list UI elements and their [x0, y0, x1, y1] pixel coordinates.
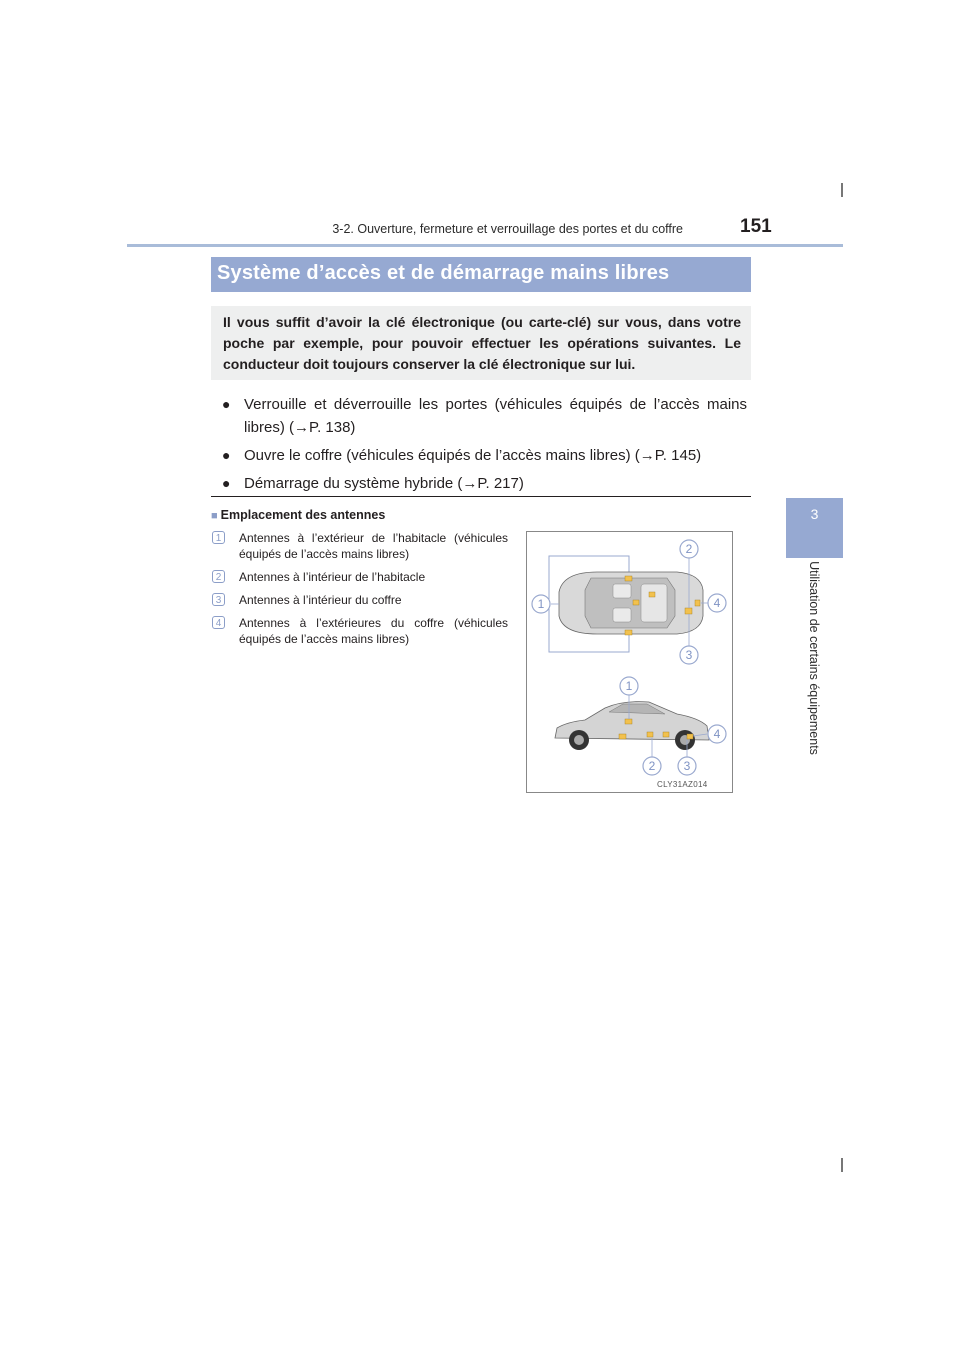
- callout-label: 4: [713, 727, 721, 741]
- legend-text: Antennes à l’intérieur de l’habitacle: [239, 570, 426, 584]
- page-number: 151: [740, 216, 772, 237]
- square-bullet-icon: ■: [211, 510, 218, 522]
- callout-label: 2: [648, 759, 656, 773]
- antenna-legend: [211, 530, 508, 654]
- chapter-title: 3-2. Ouverture, fermeture et verrouillage des portes et du coffre: [332, 222, 683, 236]
- feature-list: [222, 393, 747, 500]
- section-divider: [211, 496, 751, 497]
- callout-label: 3: [685, 648, 693, 662]
- legend-text: Antennes à l’intérieur du coffre: [239, 593, 402, 607]
- list-item: ● Verrouille et déverrouille les portes (véhicules équipés de l’accès mains libres) (→P. 138): [222, 393, 747, 439]
- list-item: ● Démarrage du système hybride (→P. 217): [222, 472, 747, 495]
- legend-number: 4: [212, 616, 225, 629]
- figure-code: CLY31AZ014: [657, 780, 708, 789]
- legend-item: [211, 615, 508, 647]
- legend-text: Antennes à l’extérieur de l’habitacle (véhicules équipés de l’accès mains libres): [239, 531, 508, 561]
- legend-item: [211, 592, 508, 608]
- crop-mark-bottom: [841, 1158, 843, 1172]
- antenna-location-figure: [526, 531, 733, 793]
- list-item: ● Ouvre le coffre (véhicules équipés de l’accès mains libres) (→P. 145): [222, 444, 747, 467]
- legend-item: [211, 530, 508, 562]
- car-side-view: [555, 692, 709, 757]
- legend-number: 3: [212, 593, 225, 606]
- section-title: Système d’accès et de démarrage mains libres: [211, 257, 751, 292]
- callout-label: 1: [537, 597, 545, 611]
- chapter-tab-number: 3: [810, 506, 819, 522]
- callout-label: 4: [713, 596, 721, 610]
- legend-text: Antennes à l’extérieures du coffre (véhicules équipés de l’accès mains libres): [239, 616, 508, 646]
- chapter-side-label-text: Utilisation de certains équipements: [807, 561, 821, 755]
- legend-number: 1: [212, 531, 225, 544]
- callout-label: 1: [625, 679, 633, 693]
- intro-box: Il vous suffit d’avoir la clé électronique (ou carte-clé) sur vous, dans votre poche par exemple, pour pouvoir effectuer les opérations suivantes. Le conducteur doit toujours conserver la clé électronique sur lui.: [211, 306, 751, 380]
- antennas-heading-text: Emplacement des antennes: [220, 508, 386, 522]
- callout-label: 2: [685, 542, 693, 556]
- callout-label: 3: [683, 759, 691, 773]
- car-illustration: [527, 532, 734, 794]
- legend-item: [211, 569, 508, 585]
- crop-mark-top: [841, 183, 843, 197]
- antennas-heading: [211, 508, 385, 522]
- car-top-view: [549, 556, 709, 652]
- legend-number: 2: [212, 570, 225, 583]
- header-rule: [127, 244, 843, 247]
